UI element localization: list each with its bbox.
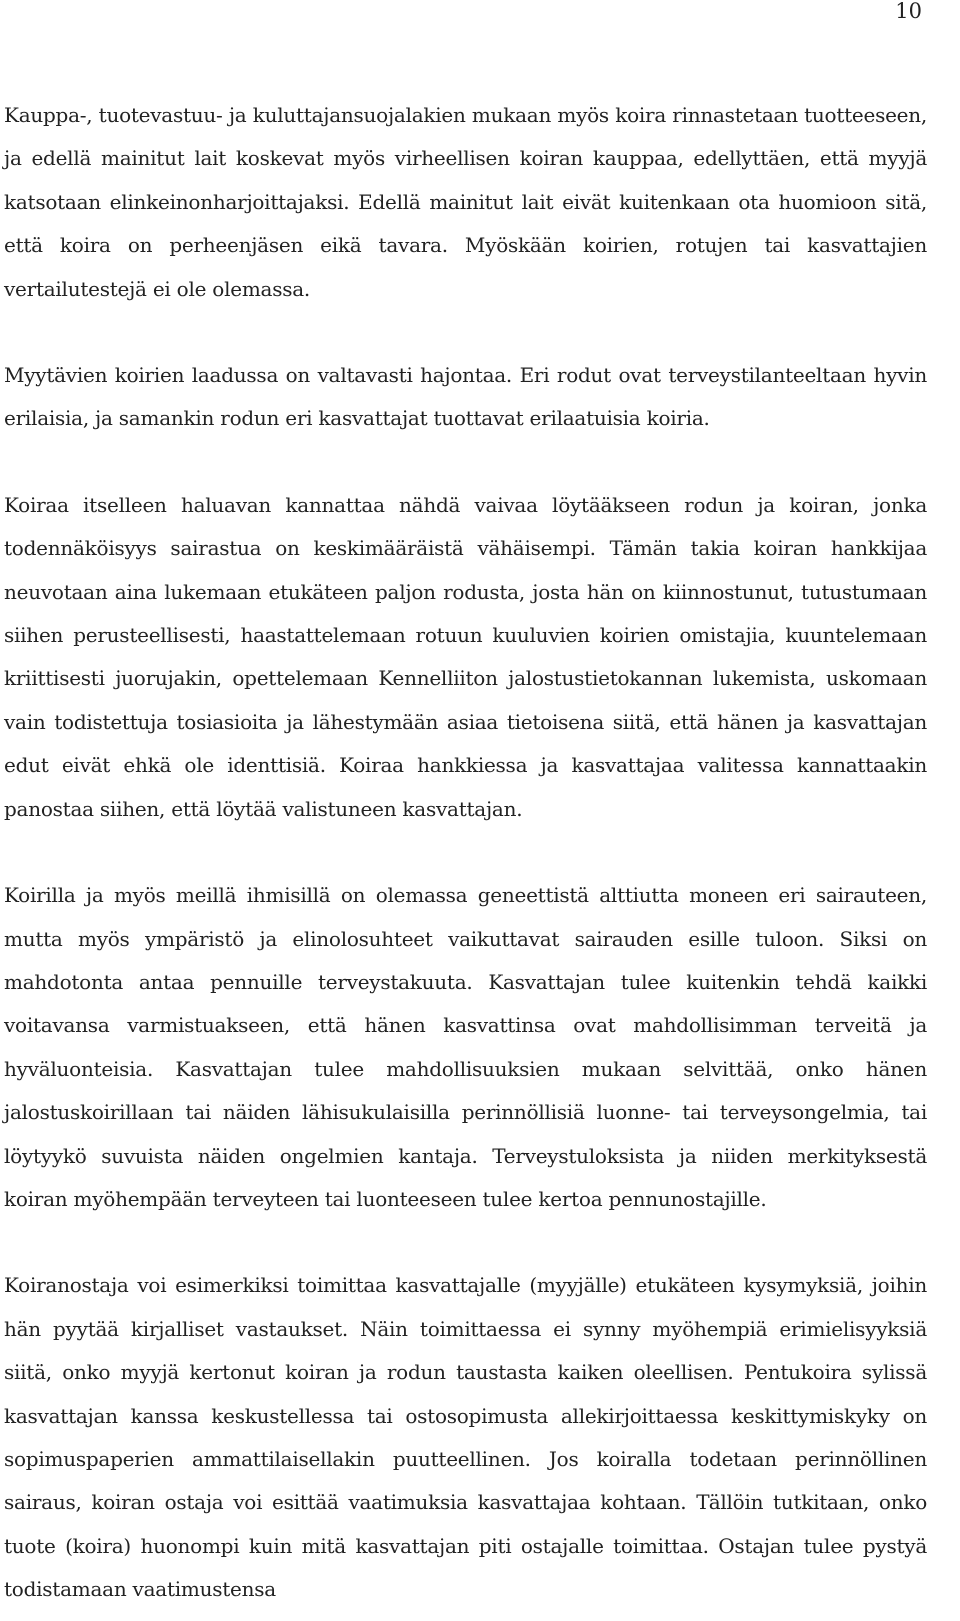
- paragraph-genetic-predisposition: Koirilla ja myös meillä ihmisillä on olemassa geneettistä alttiutta moneen eri sairauteen, mutta myös ympäristö ja elinolosuhteet vaikuttavat sairauden esille tuloon. Siksi on mahdotonta antaa pennuille terveystakuuta. Kasvattajan tulee kuitenkin tehdä kaikki voitavansa varmistuakseen, että hänen kasvattinsa ovat mahdollisimman terveitä ja hyväluonteisia. Kasvattajan tulee mahdollisuuksien mukaan selvittää, onko hänen jalostuskoirillaan tai näiden lähisukulaisilla perinnöllisiä luonne- tai terveysongelmia, tai löytyykö suvuista näiden ongelmien kantaja. Terveystuloksista ja niiden merkityksestä koiran myöhempään terveyteen tai luonteeseen tulee kertoa pennunostajille.: [4, 883, 927, 1211]
- paragraph-buyer-questions: Koiranostaja voi esimerkiksi toimittaa kasvattajalle (myyjälle) etukäteen kysymyksiä, joihin hän pyytää kirjalliset vastaukset. Näin toimittaessa ei synny myöhempiä erimielisyyksiä siitä, onko myyjä kertonut koiran ja rodun taustasta kaiken oleellisen. Pentukoira sylissä kasvattajan kanssa keskustellessa tai ostosopimusta allekirjoittaessa keskittymiskyky on sopimuspaperien ammattilaisellakin puutteellinen. Jos koiralla todetaan perinnöllinen sairaus, koiran ostaja voi esittää vaatimuksia kasvattajaa kohtaan. Tällöin tutkitaan, onko tuote (koira) huonompi kuin mitä kasvattajan piti ostajalle toimittaa. Ostajan tulee pystyä todistamaan vaatimustensa: [4, 1273, 927, 1602]
- paragraph-choosing-breed: Koiraa itselleen haluavan kannattaa nähdä vaivaa löytääkseen rodun ja koiran, jonka todennäköisyys sairastua on keskimääräistä vähäisempi. Tämän takia koiran hankkijaa neuvotaan aina lukemaan etukäteen paljon rodusta, josta hän on kiinnostunut, tutustumaan siihen perusteellisesti, haastattelemaan rotuun kuuluvien koirien omistajia, kuuntelemaan kriittisesti juorujakin, opettelemaan Kennelliiton jalostustietokannan lukemista, uskomaan vain todistettuja tosiasioita ja lähestymään asiaa tietoisena siitä, että hänen ja kasvattajan edut eivät ehkä ole identtisiä. Koiraa hankkiessa ja kasvattajaa valitessa kannattaakin panostaa siihen, että löytää valistuneen kasvattajan.: [4, 492, 927, 821]
- document-body: [4, 94, 927, 1612]
- paragraph-consumer-law: Kauppa-, tuotevastuu- ja kuluttajansuojalakien mukaan myös koira rinnastetaan tuotteeseen, ja edellä mainitut lait koskevat myös virheellisen koiran kauppaa, edellyttäen, että myyjä katsotaan elinkeinonharjoittajaksi. Edellä mainitut lait eivät kuitenkaan ota huomioon sitä, että koira on perheenjäsen eikä tavara. Myöskään koirien, rotujen tai kasvattajien vertailutestejä ei ole olemassa.: [4, 103, 927, 301]
- page-number: 10: [895, 0, 922, 23]
- paragraph-quality-variation: Myytävien koirien laadussa on valtavasti hajontaa. Eri rodut ovat terveystilanteeltaan hyvin erilaisia, ja samankin rodun eri kasvattajat tuottavat erilaatuisia koiria.: [4, 363, 927, 431]
